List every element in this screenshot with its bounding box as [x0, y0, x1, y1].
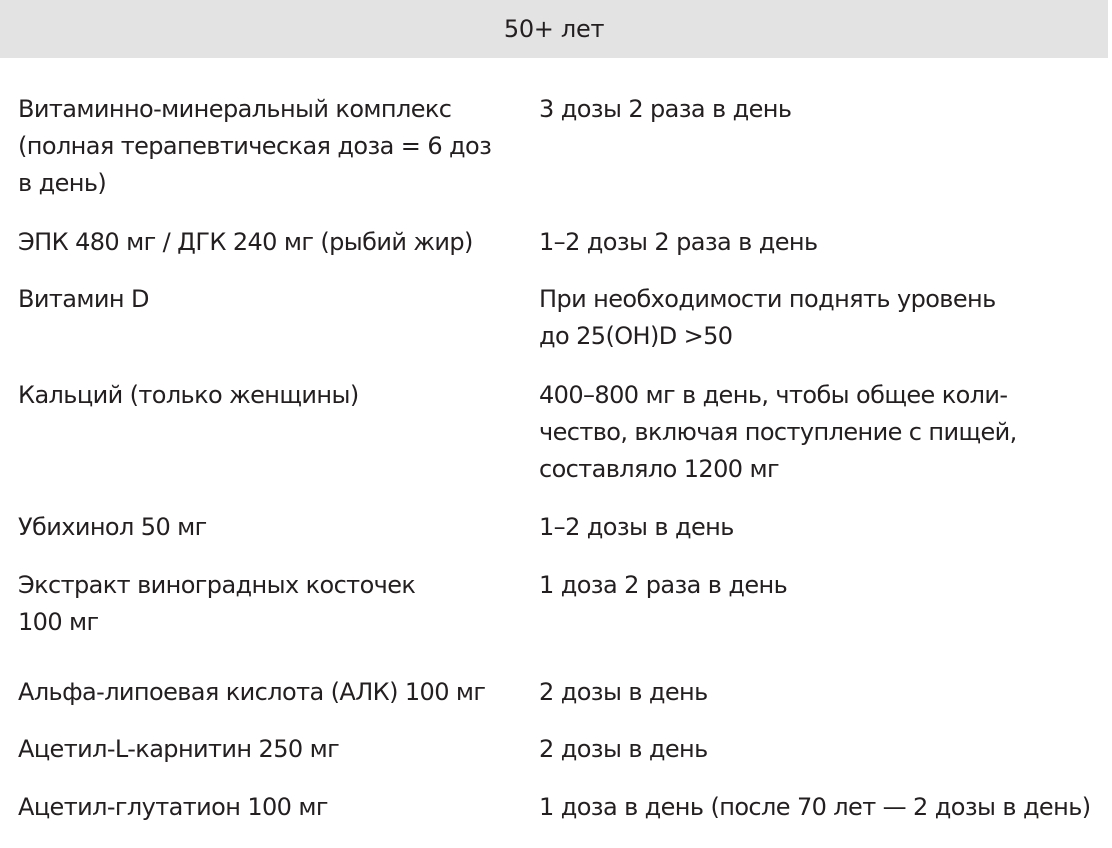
supplement-name-line: Кальций (только женщины) — [18, 381, 359, 409]
supplement-dose — [539, 731, 708, 768]
supplement-name-line: Витамин D — [18, 285, 149, 313]
supplement-name — [18, 377, 359, 414]
supplement-name-line: Ацетил-L-карнитин 250 мг — [18, 735, 340, 763]
supplement-dose-line: 1 доза 2 раза в день — [539, 571, 788, 599]
supplement-name — [18, 789, 328, 826]
supplement-name-line: Убихинол 50 мг — [18, 513, 207, 541]
supplement-name-line: ЭПК 480 мг / ДГК 240 мг (рыбий жир) — [18, 228, 473, 256]
supplement-name-line: Ацетил-глутатион 100 мг — [18, 793, 328, 821]
supplement-dose — [539, 789, 1091, 826]
supplement-name — [18, 281, 149, 318]
supplement-name — [18, 91, 491, 202]
supplement-dose — [539, 224, 818, 261]
supplement-dose-line: до 25(OH)D >50 — [539, 322, 733, 350]
supplement-dose-line: 1–2 дозы в день — [539, 513, 734, 541]
supplement-dose — [539, 91, 791, 128]
supplement-dose-line: 1–2 дозы 2 раза в день — [539, 228, 818, 256]
supplement-dose-line: 2 дозы в день — [539, 735, 708, 763]
supplement-dose-line: При необходимости поднять уровень — [539, 285, 996, 313]
supplement-name — [18, 674, 485, 711]
supplement-name-line: в день) — [18, 169, 107, 197]
supplement-dose-line: чество, включая поступление с пищей, — [539, 418, 1017, 446]
supplement-dose-line: 3 дозы 2 раза в день — [539, 95, 792, 123]
supplement-name — [18, 224, 473, 261]
header-title: 50+ лет — [503, 15, 605, 43]
supplement-dose — [539, 281, 996, 355]
supplement-name-line: Экстракт виноградных косточек — [18, 571, 416, 599]
supplement-name-line: (полная терапевтическая доза = 6 доз — [18, 132, 492, 160]
supplement-name-line: 100 мг — [18, 608, 99, 636]
supplement-dose-line: 2 дозы в день — [539, 678, 708, 706]
supplement-name-line: Витаминно-минеральный комплекс — [18, 95, 452, 123]
supplement-dose-line: составляло 1200 мг — [539, 455, 779, 483]
supplement-dose-line: 400–800 мг в день, чтобы общее коли- — [539, 381, 1008, 409]
supplement-dose — [539, 674, 708, 711]
supplement-dose-line: 1 доза в день (после 70 лет — 2 дозы в день) — [539, 793, 1091, 821]
supplement-name — [18, 509, 207, 546]
supplement-dose — [539, 377, 1017, 488]
supplement-dose — [539, 567, 787, 604]
supplement-dose — [539, 509, 734, 546]
supplement-name — [18, 731, 339, 768]
supplement-name — [18, 567, 415, 641]
supplement-name-line: Альфа-липоевая кислота (АЛК) 100 мг — [18, 678, 486, 706]
table-header — [0, 0, 1108, 58]
